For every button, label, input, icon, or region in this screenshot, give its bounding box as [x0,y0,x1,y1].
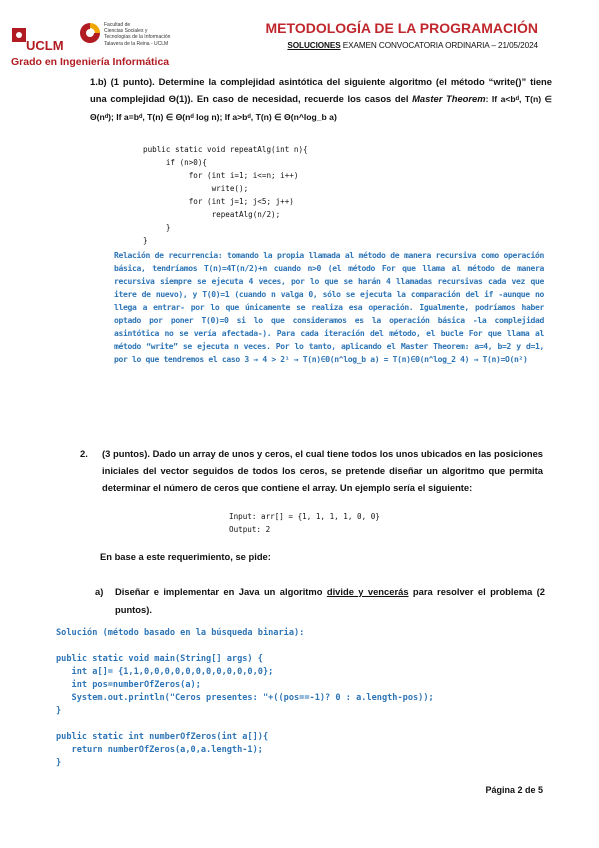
question-2a-label: a) [95,586,104,597]
question-2-number: 2. [80,448,88,459]
uclm-wordmark: UCLM [26,38,64,53]
example-io: Input: arr[] = {1, 1, 1, 1, 0, 0} Output: 2 [229,512,380,534]
question-2a: a) Diseñar e implementar en Java un algoritmo divide y vencerás para resolver el problema (2 puntos). [95,583,545,618]
code-repeat-alg: public static void repeatAlg(int n){ if (n>0){ for (int i=1; i<=n; i++) write(); for (int j=1; j<5; j++) repeatAlg(n/2); } } [143,145,308,245]
faculty-logo-icon [78,21,102,45]
faculty-name: Facultad de Ciencias Sociales y Tecnologías de la Información Talavera de la Reina - UCLM [104,22,171,47]
solution-code: Solución (método basado en la búsqueda binaria): public static void main(String[] args) { int a[]= {1,1,0,0,0,0,0,0,0,0,0,0,0,0}; int pos=numberOfZeros(a); System.out.println("Ceros presentes: "+((pos==-1)? 0 : a.length-pos)); } public static int numberOfZeros(int a[]){ return numberOfZeros(a,0,a.length-1); } [56,628,434,768]
question-2 [80,445,543,497]
requirement-text: En base a este requerimiento, se pide: [100,551,271,562]
page-number: Página 2 de 5 [485,785,543,795]
solution-1b: Relación de recurrencia: tomando la propia llamada al método de manera recursiva como operación básica, tendríamos T(n)=4T(n/2)+n cuando n>0 (el método For que llama al método de manera recursiva siempre se ejecuta 4 veces, por lo que se harán 4 llamadas recursivas cada vez que itere de nuevo), y T(0)=1 (cuando n valga 0, sólo se ejecuta la comparación del if -aunque no llega a entrar- por lo que únicamente se realiza esa operación. Igualmente, podríamos haber optado por poner T(0)=0 si lo que consideramos es la operación básica -la complejidad asintótica no se vería afectada-). Para cada iteración del método, el bucle For que llama al método “write” se ejecuta n veces. Por lo tanto, aplicando el Master Theorem: a=4, b=2 y d=1, por lo que tendremos el caso 3 → 4 > 2¹ → T(n)∈Θ(n^log_b a) = T(n)∈Θ(n^log_2 4) → T(n)=O(n²) [114,251,544,364]
document-subtitle: SOLUCIONES EXAMEN CONVOCATORIA ORDINARIA – 21/05/2024 [287,41,538,50]
degree-name: Grado en Ingeniería Informática [11,56,170,68]
question-1b: 1.b) (1 punto). Determine la complejidad asintótica del siguiente algoritmo (el método “write()” tiene una complejidad Θ(1)). En caso de necesidad, recuerde los casos del Master Theorem: If a<bᵈ, T(n) ∈ Θ(nᵈ); If a=bᵈ, T(n) ∈ Θ(nᵈ log n); If a>bᵈ, T(n) ∈ Θ(n^log_b a) [90,76,552,122]
question-2-text: (3 puntos). Dado un array de unos y ceros, el cual tiene todos los unos ubicados en las posiciones iniciales del vector seguidos de todos los ceros, se pretende diseñar un algoritmo que permita determinar el número de ceros que contiene el array. Un ejemplo sería el siguiente: [102,448,543,494]
document-title: METODOLOGÍA DE LA PROGRAMACIÓN [265,20,538,36]
